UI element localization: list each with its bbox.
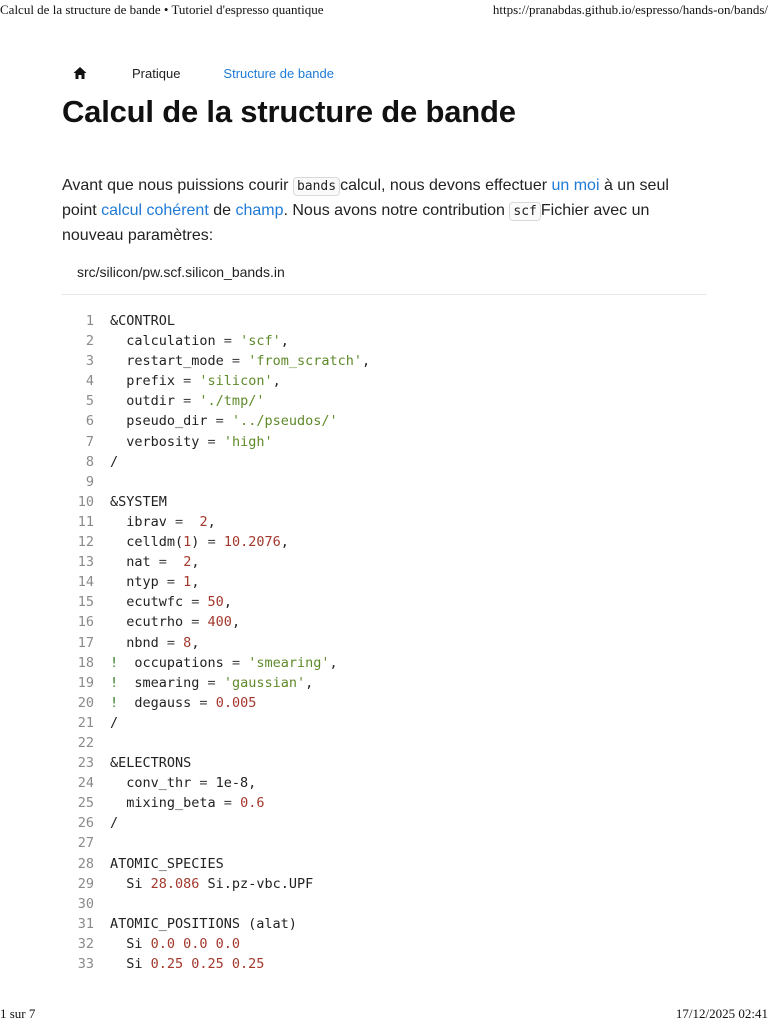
code-line-content: prefix = 'silicon',	[110, 373, 281, 390]
code-line-content: ecutwfc = 50,	[110, 594, 232, 611]
intro-text-5: . Nous avons notre contribution	[283, 202, 510, 219]
code-line-content: ntyp = 1,	[110, 574, 200, 591]
code-file-name: src/silicon/pw.scf.silicon_bands.in	[77, 264, 285, 280]
code-line	[62, 693, 706, 713]
link-calcul-coherent[interactable]: calcul cohérent	[101, 202, 209, 219]
link-champ[interactable]: champ	[235, 202, 284, 219]
line-number: 23	[77, 755, 94, 772]
code-line-content: pseudo_dir = '../pseudos/'	[110, 413, 338, 430]
breadcrumb	[72, 62, 334, 84]
print-footer-page: 1 sur 7	[0, 1006, 36, 1021]
code-line-content: calculation = 'scf',	[110, 333, 289, 350]
code-block[interactable]	[62, 311, 706, 974]
code-line	[62, 552, 706, 572]
line-number: 15	[77, 594, 94, 611]
code-line	[62, 753, 706, 773]
print-header-title: Calcul de la structure de bande • Tutoriel d'espresso quantique	[0, 2, 324, 17]
line-number: 8	[85, 453, 94, 470]
line-number: 33	[77, 956, 94, 972]
code-line-content: ecutrho = 400,	[110, 614, 241, 631]
line-number: 1	[85, 313, 94, 329]
code-line-content: celldm(1) = 10.2076,	[110, 534, 289, 551]
line-number: 11	[77, 513, 94, 530]
intro-paragraph	[62, 174, 706, 248]
print-header-url: https://pranabdas.github.io/espresso/hands-on/bands/	[492, 2, 768, 17]
code-line	[62, 351, 706, 371]
code-line	[62, 954, 706, 974]
code-line-content: ! smearing = 'gaussian',	[110, 674, 314, 691]
code-line-content: Si 0.0 0.0 0.0	[110, 935, 241, 952]
code-line	[62, 813, 706, 833]
code-bands: bands	[293, 177, 340, 196]
code-line-content: restart_mode = 'from_scratch',	[110, 353, 371, 370]
intro-text-6: Fichier avec un nouveau paramètres:	[62, 202, 650, 244]
code-line	[62, 452, 706, 472]
line-number: 24	[77, 775, 94, 792]
intro-text-1: Avant que nous puissions courir	[62, 177, 293, 194]
line-number: 29	[77, 875, 94, 892]
code-line-content: Si 0.25 0.25 0.25	[110, 956, 265, 972]
line-number: 31	[77, 915, 94, 932]
home-icon[interactable]	[72, 65, 88, 81]
link-un-moi[interactable]: un moi	[551, 177, 600, 194]
code-line-content: verbosity = 'high'	[110, 433, 273, 450]
code-line	[62, 773, 706, 793]
page-title: Calcul de la structure de bande	[62, 94, 516, 129]
line-number: 6	[85, 413, 94, 430]
code-line-content: Si 28.086 Si.pz-vbc.UPF	[110, 875, 314, 892]
print-header	[0, 0, 768, 20]
code-line	[62, 633, 706, 653]
line-number: 18	[77, 654, 94, 671]
code-line-content: ! degauss = 0.005	[110, 694, 257, 711]
line-number: 10	[77, 493, 94, 510]
line-number: 25	[77, 795, 94, 812]
code-line	[62, 512, 706, 532]
code-line-content: nbnd = 8,	[110, 634, 200, 651]
line-number: 5	[85, 393, 94, 410]
code-line	[62, 492, 706, 512]
line-number: 26	[77, 815, 94, 832]
intro-text-4: de	[208, 202, 236, 219]
code-line	[62, 733, 706, 753]
code-line	[62, 854, 706, 874]
code-line-content: /	[110, 815, 119, 832]
code-line	[62, 793, 706, 813]
code-line-content: ATOMIC_POSITIONS (alat)	[110, 915, 297, 932]
line-number: 19	[77, 674, 94, 691]
line-number: 28	[77, 855, 94, 872]
code-line	[62, 331, 706, 351]
code-line	[62, 311, 706, 331]
line-number: 2	[85, 333, 94, 350]
code-line	[62, 532, 706, 552]
line-number: 13	[77, 554, 94, 571]
intro-text-3: à un seul point	[62, 177, 669, 219]
code-line-content: &CONTROL	[110, 313, 176, 329]
line-number: 16	[77, 614, 94, 631]
code-file-header	[62, 254, 706, 295]
line-number: 22	[77, 734, 94, 751]
code-line	[62, 592, 706, 612]
code-line-content: ! occupations = 'smearing',	[110, 654, 338, 671]
code-line	[62, 713, 706, 733]
breadcrumb-item-pratique[interactable]: Pratique	[132, 65, 181, 81]
code-line	[62, 833, 706, 853]
line-number: 4	[85, 373, 94, 390]
line-number: 14	[77, 574, 94, 591]
line-number: 32	[77, 935, 94, 952]
code-line	[62, 432, 706, 452]
code-line-content: /	[110, 714, 119, 731]
code-line-content: conv_thr = 1e-8,	[110, 775, 257, 792]
code-line	[62, 472, 706, 492]
line-number: 20	[77, 694, 94, 711]
code-line	[62, 934, 706, 954]
code-line-content: &SYSTEM	[110, 493, 167, 510]
line-number: 12	[77, 534, 94, 551]
line-number: 9	[85, 473, 94, 490]
line-number: 7	[85, 433, 94, 450]
code-line	[62, 572, 706, 592]
line-number: 21	[77, 714, 94, 731]
code-line-content: mixing_beta = 0.6	[110, 795, 265, 812]
code-line	[62, 612, 706, 632]
code-line-content: /	[110, 453, 119, 470]
print-footer	[0, 1004, 768, 1024]
line-number: 30	[77, 895, 94, 912]
line-number: 3	[85, 353, 94, 370]
code-line	[62, 653, 706, 673]
code-line-content: &ELECTRONS	[110, 755, 192, 772]
line-number: 27	[77, 835, 94, 852]
code-line-content: ibrav = 2,	[110, 513, 216, 530]
print-footer-datetime: 17/12/2025 02:41	[675, 1006, 768, 1021]
code-scf: scf	[509, 202, 540, 221]
code-line-content: nat = 2,	[110, 554, 200, 571]
code-line-content: ATOMIC_SPECIES	[110, 855, 224, 872]
code-line-content: outdir = './tmp/'	[110, 393, 265, 410]
code-line	[62, 914, 706, 934]
code-line	[62, 874, 706, 894]
breadcrumb-item-structure-de-bande[interactable]: Structure de bande	[223, 65, 334, 81]
code-line	[62, 411, 706, 431]
code-line	[62, 391, 706, 411]
line-number: 17	[77, 634, 94, 651]
code-line	[62, 371, 706, 391]
code-line	[62, 673, 706, 693]
code-line	[62, 894, 706, 914]
intro-text-2: calcul, nous devons effectuer	[340, 177, 552, 194]
